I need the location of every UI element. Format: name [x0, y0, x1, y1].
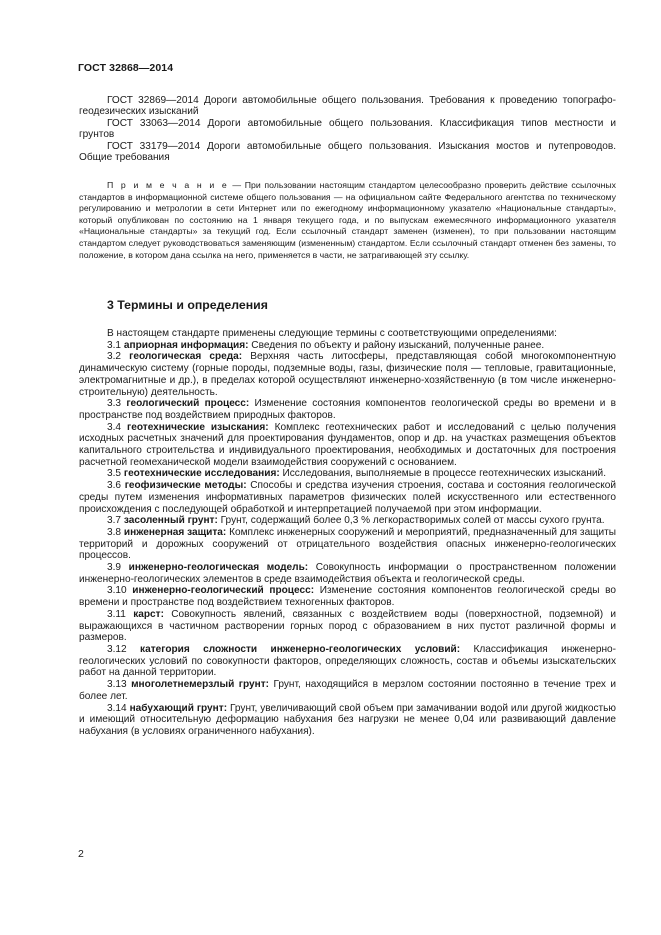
- term-definition: Исследования, выполняемые в процессе геотехнических изысканий.: [279, 468, 606, 480]
- terms-intro: В настоящем стандарте применены следующие термины с соответствующими определениями:: [107, 328, 557, 339]
- term-name: набухающий грунт:: [129, 702, 228, 714]
- references-list: [79, 95, 616, 163]
- section-title: 3 Термины и определения: [107, 298, 268, 312]
- term-number: 3.7: [107, 515, 122, 527]
- term-item: [79, 609, 616, 644]
- term-definition: Изменение состояния компонентов геологической среды во времени и в пространстве под воздействием природных факторов.: [79, 398, 617, 421]
- term-item: [79, 351, 616, 398]
- note-paragraph: [79, 180, 616, 261]
- term-number: 3.6: [107, 480, 122, 492]
- term-definition: Верхняя часть литосферы, представляющая собой многокомпонентную динамическую систему (горные породы, подземные воды, газы, физические поля — тепловые, гравитационные, электромагнитные и др.), в пределах которой осуществляют инженерно-хозяйственную (в том числе инженерно-строительную) деятельность.: [79, 351, 616, 398]
- term-definition: Изменение состояния компонентов геологической среды во времени и пространстве под воздействием техногенных факторов.: [79, 585, 616, 609]
- term-item: [79, 468, 616, 480]
- term-definition: Способы и средства изучения строения, состава и состояния геологической среды путем изменения информативных параметров физических полей искусственного или естественного происхождения с последующей обработкой и интерпретацией получаемой при этом информации.: [79, 480, 616, 515]
- term-definition: Комплекс инженерных сооружений и мероприятий, предназначенный для защиты территорий и дорожных сооружений от отрицательного воздействия опасных инженерно-геологических процессов.: [79, 526, 616, 562]
- term-item: [79, 703, 616, 738]
- reference-item: ГОСТ 32869—2014 Дороги автомобильные общего пользования. Требования к проведению топографо-геодезических изысканий: [79, 95, 616, 118]
- term-name: карст:: [133, 608, 164, 620]
- term-name: геотехнические исследования:: [123, 468, 280, 480]
- term-item: [79, 480, 616, 515]
- term-name: инженерная защита:: [123, 526, 227, 538]
- term-name: инженерно-геологическая модель:: [128, 562, 309, 574]
- term-item: [79, 562, 616, 585]
- term-number: 3.9: [107, 562, 122, 574]
- term-name: геологическая среда:: [129, 351, 243, 363]
- term-number: 3.12: [107, 643, 127, 655]
- page-header-standard: ГОСТ 32868—2014: [78, 62, 174, 74]
- note-block: [79, 180, 616, 261]
- term-definition: Классификация инженерно-геологических условий по совокупности факторов, определяющих сложность, состав и объемы изыскательских работ на данной территории.: [79, 643, 617, 679]
- page-number: 2: [78, 848, 84, 860]
- term-item: [79, 515, 616, 527]
- term-name: геофизические методы:: [124, 480, 247, 492]
- term-name: многолетнемерзлый грунт:: [131, 679, 270, 691]
- term-item: [79, 398, 616, 421]
- term-item: [79, 527, 616, 562]
- term-number: 3.4: [107, 421, 122, 433]
- term-definition: Грунт, находящийся в мерзлом состоянии постоянно в течение трех и более лет.: [79, 679, 616, 702]
- term-number: 3.3: [107, 398, 122, 410]
- term-number: 3.10: [107, 585, 127, 597]
- term-definition: Сведения по объекту и району изысканий, полученные ранее.: [248, 339, 545, 351]
- term-name: категория сложности инженерно-геологических условий:: [140, 643, 461, 655]
- term-item: [79, 679, 616, 702]
- note-label: П р и м е ч а н и е: [107, 180, 229, 190]
- term-number: 3.8: [107, 526, 122, 538]
- term-name: инженерно-геологический процесс:: [132, 585, 315, 597]
- reference-item: ГОСТ 33063—2014 Дороги автомобильные общего пользования. Классификация типов местности и грунтов: [79, 117, 616, 141]
- term-number: 3.11: [107, 608, 126, 620]
- term-name: засоленный грунт:: [123, 515, 218, 527]
- term-name: априорная информация:: [123, 339, 249, 351]
- term-number: 3.1: [107, 339, 122, 351]
- reference-item: ГОСТ 33179—2014 Дороги автомобильные общего пользования. Изыскания мостов и путепроводов. Общие требования: [79, 140, 616, 164]
- term-definition: Совокупность информации о пространственном положении инженерно-геологических элементов в среде взаимодействия объекта и геологической среды.: [79, 562, 616, 585]
- term-definition: Комплекс геотехнических работ и исследований с целью получения исходных расчетных значений для проектирования фундаментов, опор и др. на участках размещения объектов капитального строительства и индивидуального проектирования, необходимых и достаточных для построения расчетной геомеханической модели взаимодействия сооружений с основанием.: [79, 421, 617, 468]
- terms-list: [79, 328, 616, 738]
- term-definition: Грунт, увеличивающий свой объем при замачивании водой или другой жидкостью и имеющий относительную деформацию набухания без нагрузки не менее 0,04 или развивающий давление набухания (в условиях ограниченного набухания).: [79, 702, 616, 737]
- note-text: — При пользовании настоящим стандартом целесообразно проверить действие ссылочных стандартов в информационной системе общего пользования — на официальном сайте Федерального агентства по техническому регулированию и метрологии в сети Интернет или по ежегодному информационному указателю «Национальные стандарты», который опубликован по состоянию на 1 января текущего года, и по выпускам ежемесячного информационного указателя «Национальные стандарты» за текущий год. Если ссылочный стандарт заменен (изменен), то при пользовании настоящим стандартом следует руководствоваться заменяющим (измененным) стандартом. Если ссылочный стандарт отменен без замены, то положение, в котором дана ссылка на него, применяется в части, не затрагивающей эту ссылку.: [79, 180, 616, 260]
- term-number: 3.13: [107, 679, 127, 691]
- term-definition: Совокупность явлений, связанных с воздействием воды (поверхностной, подземной) и выражающихся в частичном растворении горных пород с образованием в них пустот различной формы и размеров.: [79, 608, 616, 644]
- term-item: [79, 585, 616, 608]
- term-number: 3.2: [107, 351, 122, 363]
- term-item: [79, 340, 616, 352]
- term-name: геотехнические изыскания:: [127, 421, 269, 433]
- term-definition: Грунт, содержащий более 0,3 % легкорастворимых солей от массы сухого грунта.: [217, 515, 605, 527]
- term-number: 3.5: [107, 468, 122, 480]
- term-name: геологический процесс:: [126, 398, 250, 410]
- term-item: [79, 644, 616, 679]
- term-number: 3.14: [107, 702, 127, 714]
- term-item: [79, 422, 616, 469]
